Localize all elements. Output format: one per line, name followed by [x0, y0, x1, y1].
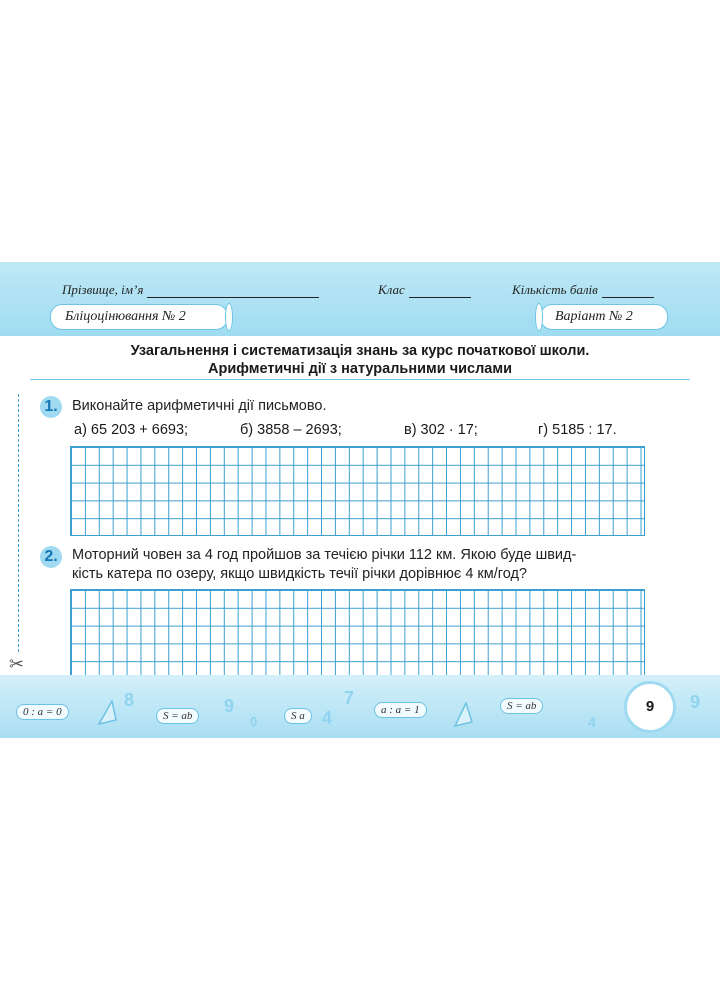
test-label: Бліцоцінювання № 2	[65, 309, 186, 324]
class-line	[409, 284, 471, 298]
surname-line	[147, 284, 319, 298]
class-field[interactable]	[378, 282, 471, 298]
formula-zero-div: 0 : a = 0	[16, 704, 69, 720]
surname-label: Прізвище, ім’я	[62, 282, 144, 297]
pyramid-icon	[452, 702, 474, 728]
variant-label: Варіант № 2	[555, 309, 633, 324]
formula-square: S a	[284, 708, 312, 724]
digit-4: 4	[322, 708, 333, 728]
task2-answer-grid[interactable]	[70, 589, 645, 679]
cut-line	[18, 394, 19, 652]
task1-item-a: а) 65 203 + 6693;	[74, 422, 189, 438]
title-line-2: Арифметичні дії з натуральними числами	[207, 361, 513, 377]
digit-8: 8	[124, 690, 135, 710]
tag-cap	[535, 303, 543, 331]
score-line	[602, 284, 654, 298]
pyramid-icon	[96, 700, 118, 726]
task1-number: 1.	[40, 396, 62, 418]
page-number: 9	[624, 681, 676, 733]
score-label: Кількість балів	[512, 282, 598, 297]
task1-text: Виконайте арифметичні дії письмово.	[72, 398, 327, 414]
task1-answer-grid[interactable]	[70, 446, 645, 536]
task2-line-1: Моторний човен за 4 год пройшов за течією річки 112 км. Якою буде швид-	[72, 547, 577, 563]
digit-9b: 9	[690, 692, 701, 712]
task2-number: 2.	[40, 546, 62, 568]
surname-field[interactable]	[62, 282, 319, 298]
task1-item-b: б) 3858 – 2693;	[240, 422, 342, 438]
formula-self-div: a : a = 1	[374, 702, 427, 718]
variant-tag	[540, 304, 668, 330]
scissors-icon: ✂	[9, 654, 25, 674]
title-line-1: Узагальнення і систематизація знань за курс початкової школи.	[130, 343, 590, 359]
task1-item-c: в) 302 · 17;	[404, 422, 478, 438]
task1-item-d: г) 5185 : 17.	[538, 422, 617, 438]
formula-area-2: S = ab	[500, 698, 543, 714]
digit-4b: 4	[588, 714, 596, 730]
score-field[interactable]	[512, 282, 654, 298]
tag-cap	[225, 303, 233, 331]
worksheet	[0, 262, 720, 738]
title-divider	[30, 379, 690, 380]
formula-area-1: S = ab	[156, 708, 199, 724]
digit-9: 9	[224, 696, 235, 716]
task2-line-2: кість катера по озеру, якщо швидкість течії річки дорівнює 4 км/год?	[72, 566, 527, 582]
header-fields	[62, 282, 682, 300]
digit-0: 0	[250, 714, 258, 729]
test-tag	[50, 304, 228, 330]
class-label: Клас	[378, 282, 405, 297]
page-title	[0, 342, 720, 378]
digit-7: 7	[344, 688, 355, 708]
